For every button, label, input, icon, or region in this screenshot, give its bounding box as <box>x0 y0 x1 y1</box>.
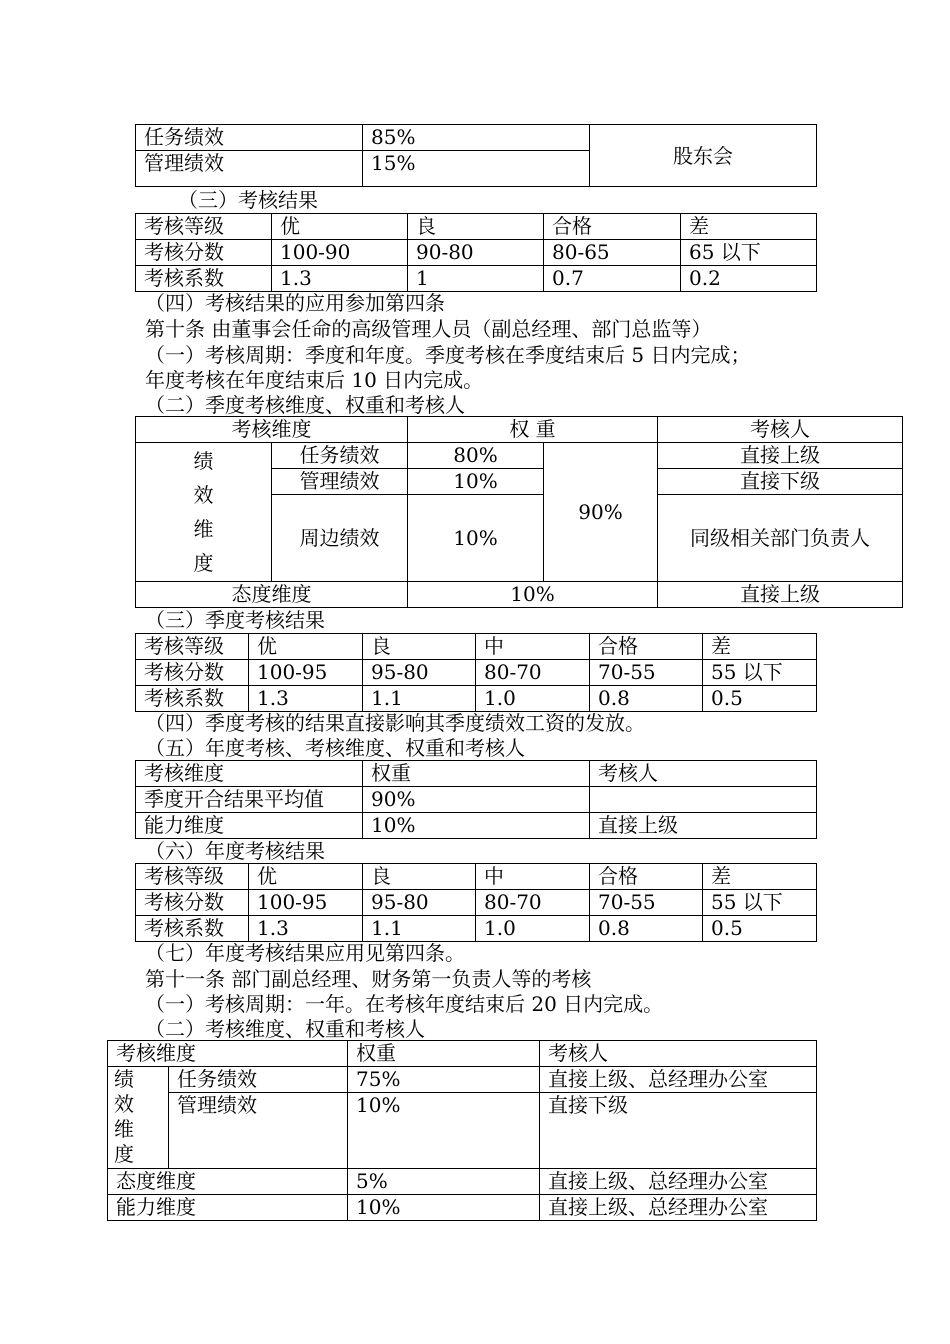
table-header-cell: 考核维度 <box>136 761 363 787</box>
table-row <box>136 890 817 916</box>
article-heading: 第十一条 部门副总经理、财务第一负责人等的考核 <box>145 967 592 991</box>
group-label-char: 效 <box>193 483 214 507</box>
table-cell: 任务绩效 <box>136 125 363 151</box>
table-header-cell: 权重 <box>363 761 590 787</box>
table-cell: 考核系数 <box>136 916 249 942</box>
table-cell: 考核等级 <box>136 864 249 890</box>
table-cell: 1.3 <box>249 686 363 712</box>
table-cell: 直接下级 <box>540 1093 817 1169</box>
table-row <box>108 1195 817 1221</box>
table-cell: 1.1 <box>363 686 476 712</box>
table-row <box>136 634 817 660</box>
table-annual-results <box>135 863 817 942</box>
table-row <box>136 266 817 292</box>
table-cell: 100-90 <box>272 240 408 266</box>
table-cell: 75% <box>348 1067 540 1093</box>
table-cell: 合格 <box>590 634 703 660</box>
table-cell: 90% <box>363 787 590 813</box>
table-cell: 1 <box>408 266 544 292</box>
table-header-cell: 考核维度 <box>136 417 408 443</box>
table-cell: 70-55 <box>590 660 703 686</box>
table-cell: 优 <box>272 214 408 240</box>
table-row <box>136 214 817 240</box>
table-cell: 直接上级、总经理办公室 <box>540 1195 817 1221</box>
table-cell: 直接上级 <box>658 582 903 608</box>
section-heading: （三）季度考核结果 <box>145 608 325 632</box>
table-cell: 80-65 <box>544 240 681 266</box>
article-heading: 第十条 由董事会任命的高级管理人员（副总经理、部门总监等） <box>145 317 712 341</box>
table-cell: 考核等级 <box>136 214 272 240</box>
table-cell: 80-70 <box>476 890 590 916</box>
table-row <box>136 240 817 266</box>
table-cell: 考核系数 <box>136 686 249 712</box>
table-cell-reviewer: 股东会 <box>590 125 817 187</box>
table-header-cell: 考核人 <box>658 417 903 443</box>
table-cell: 10% <box>348 1093 540 1169</box>
table-cell: 优 <box>249 864 363 890</box>
table-cell: 良 <box>363 864 476 890</box>
table-cell-group-label <box>108 1067 169 1169</box>
table-cell: 直接上级 <box>590 813 817 839</box>
table-cell: 良 <box>408 214 544 240</box>
table-cell: 任务绩效 <box>169 1067 348 1093</box>
table-cell: 95-80 <box>363 660 476 686</box>
table-cell: 直接上级、总经理办公室 <box>540 1169 817 1195</box>
table-cell: 95-80 <box>363 890 476 916</box>
table-cell: 直接下级 <box>658 469 903 495</box>
table-row <box>136 443 903 469</box>
table-cell: 能力维度 <box>108 1195 348 1221</box>
group-label-char: 维 <box>193 517 214 541</box>
table-cell: 0.5 <box>703 916 817 942</box>
table-header-cell: 考核维度 <box>108 1041 348 1067</box>
table-row <box>108 1169 817 1195</box>
paragraph-line: 年度考核在年度结束后 10 日内完成。 <box>145 368 484 392</box>
table-cell: 中 <box>476 864 590 890</box>
paragraph-line: （二）季度考核维度、权重和考核人 <box>145 393 465 417</box>
table-row <box>136 787 817 813</box>
table-cell: 10% <box>408 495 544 582</box>
table-row <box>136 813 817 839</box>
table-cell: 10% <box>408 469 544 495</box>
paragraph-line: （五）年度考核、考核维度、权重和考核人 <box>145 736 525 760</box>
table-cell: 10% <box>363 813 590 839</box>
table-cell: 合格 <box>544 214 681 240</box>
table-cell-group-label <box>136 443 272 582</box>
table-cell: 任务绩效 <box>272 443 408 469</box>
group-label-char: 度 <box>114 1142 134 1166</box>
table-cell <box>590 787 817 813</box>
table-cell: 10% <box>348 1195 540 1221</box>
group-label-char: 效 <box>114 1092 134 1116</box>
table-quarterly-results <box>135 633 817 712</box>
table-row <box>136 125 817 151</box>
table-cell: 0.2 <box>681 266 817 292</box>
table-cell: 能力维度 <box>136 813 363 839</box>
table-cell: 90-80 <box>408 240 544 266</box>
table-cell: 55 以下 <box>703 890 817 916</box>
table-row <box>136 864 817 890</box>
table-cell: 1.3 <box>249 916 363 942</box>
table-cell: 1.0 <box>476 916 590 942</box>
table-header-cell: 权重 <box>348 1041 540 1067</box>
group-label-char: 绩 <box>193 449 214 473</box>
paragraph-line: （一）考核周期：一年。在考核年度结束后 20 日内完成。 <box>145 992 664 1016</box>
table-cell: 良 <box>363 634 476 660</box>
table-row <box>136 686 817 712</box>
table-cell: 直接上级 <box>658 443 903 469</box>
table-row <box>136 761 817 787</box>
table-cell: 优 <box>249 634 363 660</box>
table-cell: 管理绩效 <box>272 469 408 495</box>
table-row <box>136 582 903 608</box>
table-cell: 10% <box>408 582 658 608</box>
table-cell: 考核分数 <box>136 240 272 266</box>
table-cell: 同级相关部门负责人 <box>658 495 903 582</box>
table-cell: 差 <box>703 634 817 660</box>
table-cell: 70-55 <box>590 890 703 916</box>
table-cell: 0.7 <box>544 266 681 292</box>
table-annual-dimensions <box>135 760 817 839</box>
table-cell: 100-95 <box>249 660 363 686</box>
table-cell: 考核等级 <box>136 634 249 660</box>
table-dept-deputy-dimensions <box>107 1040 817 1221</box>
group-label-char: 维 <box>114 1117 134 1141</box>
table-cell: 55 以下 <box>703 660 817 686</box>
table-cell: 态度维度 <box>108 1169 348 1195</box>
table-cell: 差 <box>703 864 817 890</box>
table-cell: 考核分数 <box>136 890 249 916</box>
group-label-char: 绩 <box>114 1067 134 1091</box>
table-cell: 80% <box>408 443 544 469</box>
table-cell: 5% <box>348 1169 540 1195</box>
table-row <box>108 1093 817 1169</box>
table-cell: 1.0 <box>476 686 590 712</box>
table-cell: 0.5 <box>703 686 817 712</box>
table-performance-shareholders <box>135 124 817 187</box>
table-cell: 0.8 <box>590 686 703 712</box>
table-row <box>136 916 817 942</box>
table-cell: 考核系数 <box>136 266 272 292</box>
table-cell-total-weight: 90% <box>544 443 658 582</box>
table-cell: 管理绩效 <box>136 151 363 187</box>
table-header-cell: 考核人 <box>590 761 817 787</box>
paragraph-line: （四）季度考核的结果直接影响其季度绩效工资的发放。 <box>145 711 645 735</box>
table-cell: 100-95 <box>249 890 363 916</box>
table-cell: 态度维度 <box>136 582 408 608</box>
table-cell: 0.8 <box>590 916 703 942</box>
table-cell: 直接上级、总经理办公室 <box>540 1067 817 1093</box>
table-row <box>108 1041 817 1067</box>
table-cell: 季度开合结果平均值 <box>136 787 363 813</box>
table-cell: 15% <box>363 151 590 187</box>
paragraph-line: （四）考核结果的应用参加第四条 <box>145 291 445 315</box>
table-cell: 1.1 <box>363 916 476 942</box>
table-row <box>136 417 903 443</box>
table-cell: 考核分数 <box>136 660 249 686</box>
table-cell: 中 <box>476 634 590 660</box>
group-label-char: 度 <box>193 551 214 575</box>
table-assessment-results <box>135 213 817 292</box>
table-cell: 合格 <box>590 864 703 890</box>
table-quarterly-dimensions <box>135 416 903 608</box>
table-cell: 1.3 <box>272 266 408 292</box>
table-row <box>136 660 817 686</box>
paragraph-line: （七）年度考核结果应用见第四条。 <box>145 941 465 965</box>
table-header-cell: 考核人 <box>540 1041 817 1067</box>
table-row <box>108 1067 817 1093</box>
table-cell: 周边绩效 <box>272 495 408 582</box>
table-cell: 差 <box>681 214 817 240</box>
paragraph-line: （一）考核周期：季度和年度。季度考核在季度结束后 5 日内完成； <box>145 343 751 367</box>
table-cell: 65 以下 <box>681 240 817 266</box>
section-heading: （三）考核结果 <box>178 188 318 212</box>
section-heading: （六）年度考核结果 <box>145 839 325 863</box>
paragraph-line: （二）考核维度、权重和考核人 <box>145 1017 425 1041</box>
table-header-cell: 权 重 <box>408 417 658 443</box>
table-cell: 管理绩效 <box>169 1093 348 1169</box>
table-cell: 80-70 <box>476 660 590 686</box>
table-cell: 85% <box>363 125 590 151</box>
